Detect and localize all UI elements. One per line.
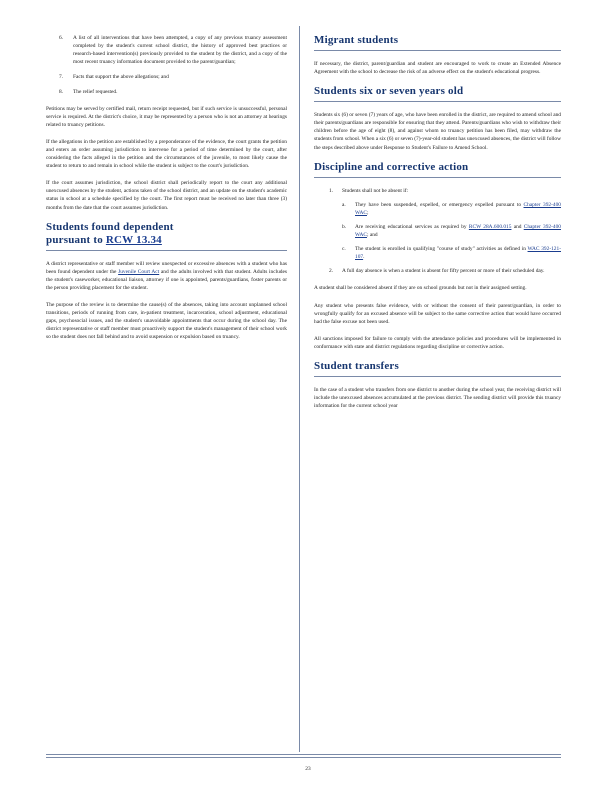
petition-contents-list [46, 34, 287, 97]
heading-rule [314, 376, 561, 377]
chapter-392-400-link[interactable]: Chapter 392-400 WAC [355, 201, 561, 216]
list-item [314, 223, 561, 239]
page-number: 23 [305, 766, 311, 772]
item-text [355, 245, 561, 261]
paragraph-service: Petitions may be served by certified mail, return receipt requested, but if such service is unsuccessful, personal service is required. At the district's choice, it may be represented by a person who is not an attorney at hearings related to truancy petitions. [46, 105, 287, 128]
item-text: Facts that support the above allegations; and [73, 74, 169, 81]
heading-line: Students found dependent [46, 220, 174, 233]
text-run: ; and [366, 232, 378, 239]
heading-rule [314, 177, 561, 178]
rcw-28a-link[interactable]: RCW 28A.600.015 [468, 223, 512, 230]
text-run: The student is enrolled in qualifying "course of study" activities as defined in [355, 246, 528, 253]
heading-transfers: Student transfers [314, 359, 399, 372]
right-column [314, 34, 561, 419]
list-item [314, 201, 561, 217]
item-number: 8. [59, 89, 64, 96]
item-number: 7. [59, 74, 64, 81]
paragraph-absent-grounds: A student shall be considered absent if they are on school grounds but not in their assigned setting. [314, 285, 527, 292]
item-letter: a. [342, 201, 346, 208]
paragraph-review-purpose: The purpose of the review is to determine the cause(s) of the absences, taking into account unplanned school transitions, periods of running from care, in-patient treatment, incarceration, school adjustment, educational gaps, psychosocial issues, and the student's unavoidable appointments that occur during the school day. The district representative or staff member must proactively support the student's management of their school work so the student does not fall behind and to avoid suspension or expulsion based on truancy. [46, 301, 287, 341]
heading-line: pursuant to [46, 233, 106, 246]
item-text: Students shall not be absent if: [342, 187, 409, 194]
text-run: and the adults involved with that student. Adults includes the student's caseworker, educational liaison, attorney if one is appointed, parents/guardians, foster parents or the person providing placement for the student. [46, 268, 287, 291]
heading-dependent [46, 221, 287, 247]
heading-discipline: Discipline and corrective action [314, 160, 469, 173]
paragraph-transfers: In the case of a student who transfers from one district to another during the school year, the receiving district will include the unexcused absences accumulated at the previous district. The sending district will provide this truancy information for the current school year [314, 386, 561, 410]
item-text [355, 223, 561, 239]
text-run: ; [366, 209, 369, 216]
list-item [46, 34, 287, 66]
text-run: and [511, 223, 524, 230]
item-number: 1. [329, 187, 334, 194]
text-run: Are receiving educational services as required by [355, 223, 469, 230]
heading-rule [314, 50, 561, 51]
list-item [46, 88, 287, 96]
list-item [314, 187, 561, 195]
item-text: A full day absence is when a student is absent for fifty percent or more of their scheduled day. [342, 268, 545, 275]
chapter-392-400-link[interactable]: Chapter 392-400 WAC [355, 223, 561, 239]
paragraph-allegations: If the allegations in the petition are established by a preponderance of the evidence, the court grants the petition and enters an order assuming jurisdiction to intervene for a period of time determined by the court, after considering the facts alleged in the petition and the circumstances of the juvenile, to most likely cause the student to return to and remain in school while the student is subject to the court's jurisdiction. [46, 138, 287, 170]
item-text [355, 201, 561, 217]
list-item [314, 245, 561, 261]
footer-rule [46, 757, 561, 758]
item-number: 2. [329, 268, 334, 275]
rcw-13-34-link[interactable]: RCW 13.34 [105, 233, 162, 246]
list-item [46, 73, 287, 81]
text-run: . [363, 254, 365, 261]
footer-rule [46, 754, 561, 755]
paragraph-six-seven: Students six (6) or seven (7) years of age, who have been enrolled in the district, are required to amend school and their parents/guardians are responsible for ensuring that they attend. Parents/guardians who wish to withdraw their children before the age of eight (8), and against whom no truancy petition has been filed, may withdraw the students from school. When a six (6) or seven (7)-year-old student has unexcused absences, the district will follow the steps described above under Response to Student's Failure to Amend School. [314, 112, 561, 151]
column-divider [299, 26, 300, 752]
left-column [46, 34, 287, 350]
text-run: A district representative or staff member will review unexpected or excessive absences with a student who has been found dependent under the [46, 260, 287, 275]
paragraph-false-evidence: Any student who presents false evidence, with or without the consent of their parent/guardian, in order to wrongfully qualify for an excused absence will be subject to the same corrective action that would have occurred had the false excuse not been used. [314, 302, 561, 325]
wac-392-121-107-link[interactable]: WAC 392-121-107 [355, 246, 561, 261]
heading-migrant: Migrant students [314, 34, 399, 46]
heading-six-seven: Students six or seven years old [314, 85, 464, 98]
text-run: They have been suspended, expelled, or emergency expelled pursuant to [355, 201, 524, 208]
item-number: 6. [59, 35, 64, 41]
item-text: The relief requested. [73, 89, 118, 96]
heading-rule [314, 101, 561, 102]
paragraph-jurisdiction: If the court assumes jurisdiction, the school district shall periodically report to the court any additional unexcused absences by the student, actions taken of the school district, and an update on the student's academic status in school at a schedule specified by the court. The first report must be received no later than three (3) months from the date that the court assumes jurisdiction. [46, 180, 287, 211]
item-text: A list of all interventions that have been attempted, a copy of any previous truancy assessment completed by the student's current school district, the history of approved best practices or research-based intervention(s) previously provided to the student by the district, and a copy of the most recent truancy information document provided to the parent/guardian; [73, 35, 287, 66]
item-letter: c. [342, 246, 346, 253]
paragraph-migrant: If necessary, the district, parent/guardian and student are encouraged to work to create an Extended Absence Agreement with the school to decrease the risk of an adverse effect on the student's educational progress. [314, 61, 561, 76]
paragraph-sanctions: All sanctions imposed for failure to comply with the attendance policies and procedures will be implemented in conformance with state and district regulations regarding discipline or corrective action. [314, 335, 561, 350]
paragraph-dependent-review [46, 260, 287, 292]
item-letter: b. [342, 223, 347, 230]
juvenile-court-act-link[interactable]: Juvenile Court Act [118, 268, 160, 275]
list-item [314, 267, 561, 275]
heading-rule [46, 250, 287, 251]
